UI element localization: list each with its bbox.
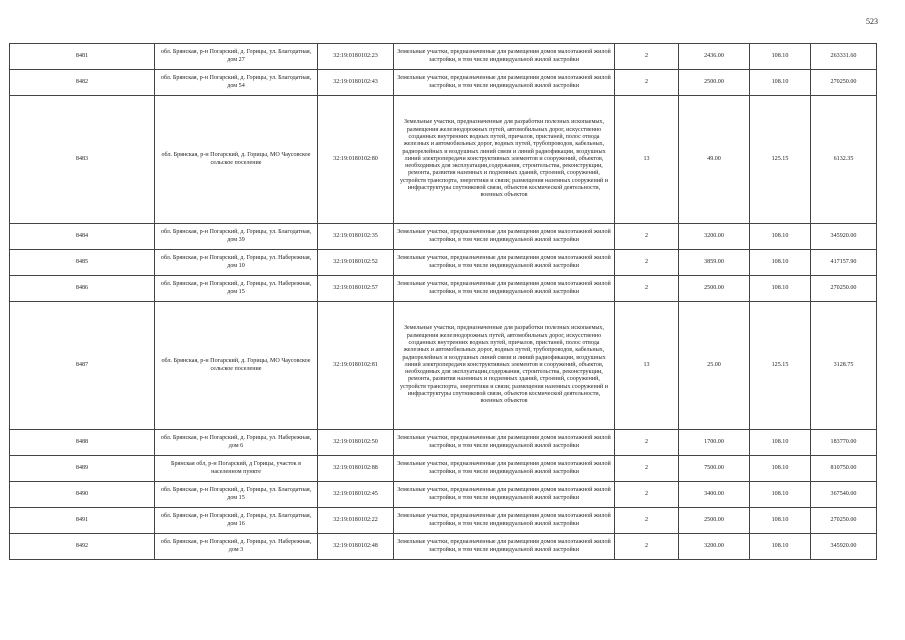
area-cell: 3400.00 [679, 482, 750, 508]
row-number: 8489 [10, 456, 155, 482]
land-use-cell: Земельные участки, предназначенные для размещения домов малоэтажной жилой застройки, в том числе индивидуальной жилой застройки [394, 482, 615, 508]
rate-cell: 108.10 [750, 276, 811, 302]
table-row [10, 224, 877, 250]
area-cell: 7500.00 [679, 456, 750, 482]
table-row [10, 250, 877, 276]
rate-cell: 108.10 [750, 250, 811, 276]
land-use-cell: Земельные участки, предназначенные для разработки полезных ископаемых, размещения железнодорожных путей, автомобильных дорог, искусственно созданных внутренних водных путей, причалов, пристаней, полос отвода железных и автомобильных дорог, водных путей, трубопроводов, кабельных, радиорелейных и воздушных линий связи и линий радиофикации, воздушных линий электропередачи конструктивных элементов и сооружений, объектов, необходимых для эксплуатации,содержания, строительства, реконструкции, ремонта, развития наземных и подземных зданий, строений, сооружений, устройств транспорта, энергетики и связи; размещения наземных сооружений и инфраструктуры спутниковой связи, объектов космической деятельности, военных объектов [394, 96, 615, 224]
row-number: 8482 [10, 70, 155, 96]
cadastral-value-cell: 270250.00 [811, 508, 877, 534]
area-cell: 49.00 [679, 96, 750, 224]
group-cell: 2 [615, 70, 679, 96]
group-cell: 2 [615, 430, 679, 456]
table-row [10, 534, 877, 560]
group-cell: 2 [615, 482, 679, 508]
rate-cell: 108.10 [750, 482, 811, 508]
table-row [10, 96, 877, 224]
group-cell: 13 [615, 302, 679, 430]
group-cell: 2 [615, 276, 679, 302]
group-cell: 2 [615, 44, 679, 70]
group-cell: 2 [615, 508, 679, 534]
land-use-cell: Земельные участки, предназначенные для размещения домов малоэтажной жилой застройки, в том числе индивидуальной жилой застройки [394, 224, 615, 250]
table-row [10, 70, 877, 96]
group-cell: 2 [615, 456, 679, 482]
cadastral-number-cell: 32:19:0180102:45 [318, 482, 394, 508]
table-row [10, 302, 877, 430]
area-cell: 1700.00 [679, 430, 750, 456]
address-cell: обл. Брянская, р-н Погарский, д. Горицы, ул. Набережная, дом 6 [155, 430, 318, 456]
table-row [10, 430, 877, 456]
cadastral-value-cell: 367540.00 [811, 482, 877, 508]
land-use-cell: Земельные участки, предназначенные для размещения домов малоэтажной жилой застройки, в том числе индивидуальной жилой застройки [394, 456, 615, 482]
area-cell: 25.00 [679, 302, 750, 430]
table-row [10, 508, 877, 534]
land-use-cell: Земельные участки, предназначенные для разработки полезных ископаемых, размещения железнодорожных путей, автомобильных дорог, искусственно созданных внутренних водных путей, причалов, пристаней, полос отвода железных и автомобильных дорог, водных путей, трубопроводов, кабельных, радиорелейных и воздушных линий связи и линий радиофикации, воздушных линий электропередачи конструктивных элементов и сооружений, объектов, необходимых для эксплуатации,содержания, строительства, реконструкции, ремонта, развития наземных и подземных зданий, строений, сооружений, устройств транспорта, энергетики и связи; размещения наземных сооружений и инфраструктуры спутниковой связи, объектов космической деятельности, военных объектов [394, 302, 615, 430]
rate-cell: 108.10 [750, 44, 811, 70]
area-cell: 2500.00 [679, 508, 750, 534]
row-number: 8487 [10, 302, 155, 430]
rate-cell: 108.10 [750, 508, 811, 534]
area-cell: 2500.00 [679, 70, 750, 96]
address-cell: обл. Брянская, р-н Погарский, д. Горицы, ул. Набережная, дом 3 [155, 534, 318, 560]
address-cell: обл. Брянская, р-н Погарский, д. Горицы, ул. Благодатная, дом 39 [155, 224, 318, 250]
rate-cell: 125.15 [750, 302, 811, 430]
cadastral-number-cell: 32:19:0180102:35 [318, 224, 394, 250]
rate-cell: 108.10 [750, 534, 811, 560]
cadastral-value-cell: 263331.60 [811, 44, 877, 70]
row-number: 8490 [10, 482, 155, 508]
area-cell: 2500.00 [679, 276, 750, 302]
cadastral-value-cell: 183770.00 [811, 430, 877, 456]
group-cell: 2 [615, 534, 679, 560]
cadastral-value-cell: 3128.75 [811, 302, 877, 430]
table-row [10, 456, 877, 482]
land-use-cell: Земельные участки, предназначенные для размещения домов малоэтажной жилой застройки, в том числе индивидуальной жилой застройки [394, 430, 615, 456]
cadastral-value-cell: 270250.00 [811, 276, 877, 302]
address-cell: обл. Брянская, р-н Погарский, д. Горицы, ул. Благодатная, дом 27 [155, 44, 318, 70]
area-cell: 3200.00 [679, 224, 750, 250]
table-row [10, 44, 877, 70]
row-number: 8485 [10, 250, 155, 276]
address-cell: обл. Брянская, р-н Погарский, д. Горицы, ул. Благодатная, дом 54 [155, 70, 318, 96]
row-number: 8488 [10, 430, 155, 456]
cadastral-value-cell: 810750.00 [811, 456, 877, 482]
address-cell: обл. Брянская, р-н Погарский, д. Горицы, ул. Набережная, дом 10 [155, 250, 318, 276]
table-row [10, 482, 877, 508]
cadastral-value-cell: 345920.00 [811, 534, 877, 560]
group-cell: 2 [615, 224, 679, 250]
group-cell: 13 [615, 96, 679, 224]
address-cell: Брянская обл, р-н Погарский, д Горицы, участок в населенном пункте [155, 456, 318, 482]
cadastral-number-cell: 32:19:0180102:88 [318, 456, 394, 482]
cadastral-value-cell: 345920.00 [811, 224, 877, 250]
area-cell: 3859.00 [679, 250, 750, 276]
table-row [10, 276, 877, 302]
rate-cell: 108.10 [750, 70, 811, 96]
address-cell: обл. Брянская, р-н Погарский, д. Горицы, ул. Благодатная, дом 15 [155, 482, 318, 508]
cadastral-number-cell: 32:19:0180102:81 [318, 302, 394, 430]
area-cell: 3200.00 [679, 534, 750, 560]
row-number: 8481 [10, 44, 155, 70]
rate-cell: 108.10 [750, 456, 811, 482]
cadastral-number-cell: 32:19:0180102:48 [318, 534, 394, 560]
land-registry-table [9, 43, 877, 560]
land-use-cell: Земельные участки, предназначенные для размещения домов малоэтажной жилой застройки, в том числе индивидуальной жилой застройки [394, 44, 615, 70]
rate-cell: 108.10 [750, 224, 811, 250]
land-use-cell: Земельные участки, предназначенные для размещения домов малоэтажной жилой застройки, в том числе индивидуальной жилой застройки [394, 508, 615, 534]
row-number: 8486 [10, 276, 155, 302]
cadastral-number-cell: 32:19:0180102:23 [318, 44, 394, 70]
land-use-cell: Земельные участки, предназначенные для размещения домов малоэтажной жилой застройки, в том числе индивидуальной жилой застройки [394, 534, 615, 560]
address-cell: обл. Брянская, р-н Погарский, д. Горицы, МО Чаусовское сельское поселение [155, 302, 318, 430]
cadastral-number-cell: 32:19:0180102:43 [318, 70, 394, 96]
address-cell: обл. Брянская, р-н Погарский, д. Горицы, ул. Благодатная, дом 16 [155, 508, 318, 534]
land-use-cell: Земельные участки, предназначенные для размещения домов малоэтажной жилой застройки, в том числе индивидуальной жилой застройки [394, 276, 615, 302]
area-cell: 2436.00 [679, 44, 750, 70]
land-use-cell: Земельные участки, предназначенные для размещения домов малоэтажной жилой застройки, в том числе индивидуальной жилой застройки [394, 250, 615, 276]
cadastral-number-cell: 32:19:0180102:50 [318, 430, 394, 456]
row-number: 8484 [10, 224, 155, 250]
cadastral-number-cell: 32:19:0180102:57 [318, 276, 394, 302]
row-number: 8491 [10, 508, 155, 534]
page-number: 523 [866, 17, 878, 26]
group-cell: 2 [615, 250, 679, 276]
address-cell: обл. Брянская, р-н Погарский, д. Горицы, ул. Набережная, дом 15 [155, 276, 318, 302]
rate-cell: 108.10 [750, 430, 811, 456]
rate-cell: 125.15 [750, 96, 811, 224]
row-number: 8492 [10, 534, 155, 560]
land-use-cell: Земельные участки, предназначенные для размещения домов малоэтажной жилой застройки, в том числе индивидуальной жилой застройки [394, 70, 615, 96]
cadastral-number-cell: 32:19:0180102:52 [318, 250, 394, 276]
address-cell: обл. Брянская, р-н Погарский, д. Горицы, МО Чаусовское сельское поселение [155, 96, 318, 224]
cadastral-number-cell: 32:19:0180102:22 [318, 508, 394, 534]
cadastral-value-cell: 270250.00 [811, 70, 877, 96]
cadastral-value-cell: 6132.35 [811, 96, 877, 224]
cadastral-number-cell: 32:19:0180102:80 [318, 96, 394, 224]
cadastral-value-cell: 417157.90 [811, 250, 877, 276]
row-number: 8483 [10, 96, 155, 224]
